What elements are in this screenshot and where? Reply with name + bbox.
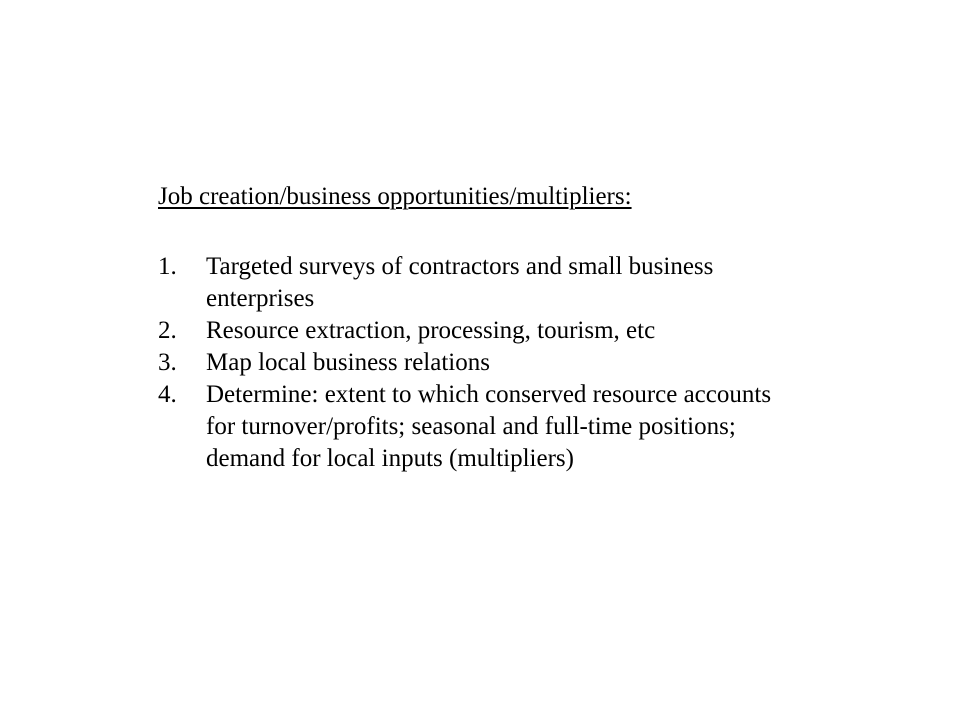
list-item-text: Resource extraction, processing, tourism, etc [206,317,656,344]
list-item [158,315,798,347]
list-item-text: Map local business relations [206,349,490,376]
list-item-number: 2. [158,317,177,344]
list-item-number: 4. [158,381,177,408]
slide-heading: Job creation/business opportunities/multipliers: [158,183,632,210]
list-item-number: 3. [158,349,177,376]
list-item-text: Targeted surveys of contractors and small business enterprises [206,253,714,312]
list-item-number: 1. [158,253,177,280]
list-item-text: Determine: extent to which conserved resource accounts for turnover/profits; seasonal and full-time positions; demand for local inputs (multipliers) [206,381,772,472]
slide-content [158,179,798,475]
spacer [158,215,798,251]
list-item [158,251,798,315]
list-item [158,347,798,379]
numbered-list [158,251,798,475]
list-item [158,379,798,475]
